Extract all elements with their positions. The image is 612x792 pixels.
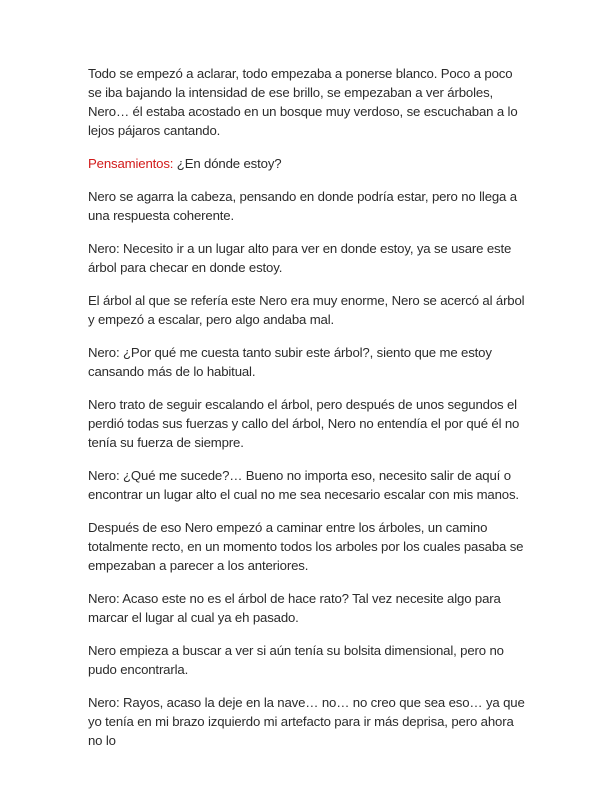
- paragraph-10: Nero: Acaso este no es el árbol de hace rato? Tal vez necesite algo para marcar el lugar al cual ya eh pasado.: [88, 591, 501, 625]
- document-body: [88, 64, 528, 750]
- paragraph-4: Nero: Necesito ir a un lugar alto para ver en donde estoy, ya se usare este árbol para checar en donde estoy.: [88, 241, 512, 275]
- speaker-label: Pensamientos:: [88, 156, 174, 171]
- paragraph-1: Todo se empezó a aclarar, todo empezaba a ponerse blanco. Poco a poco se iba bajando la intensidad de ese brillo, se empezaban a ver árboles, Nero… él estaba acostado en un bosque muy verdoso, se escuchaban a lo lejos pájaros cantando.: [88, 66, 518, 138]
- paragraph-7: Nero trato de seguir escalando el árbol, pero después de unos segundos el perdió todas sus fuerzas y callo del árbol, Nero no entendía el por qué él no tenía su fuerza de siempre.: [88, 397, 520, 450]
- paragraph-12: Nero: Rayos, acaso la deje en la nave… no… no creo que sea eso… ya que yo tenía en mi brazo izquierdo mi artefacto para ir más deprisa, pero ahora no lo: [88, 695, 525, 748]
- paragraph-6: Nero: ¿Por qué me cuesta tanto subir este árbol?, siento que me estoy cansando más de lo habitual.: [88, 345, 492, 379]
- paragraph-2: Pensamientos: ¿En dónde estoy?: [88, 156, 282, 171]
- paragraph-11: Nero empieza a buscar a ver si aún tenía su bolsita dimensional, pero no pudo encontrarla.: [88, 643, 504, 677]
- paragraph-3: Nero se agarra la cabeza, pensando en donde podría estar, pero no llega a una respuesta coherente.: [88, 189, 517, 223]
- paragraph-5: El árbol al que se refería este Nero era muy enorme, Nero se acercó al árbol y empezó a escalar, pero algo andaba mal.: [88, 293, 525, 327]
- paragraph-9: Después de eso Nero empezó a caminar entre los árboles, un camino totalmente recto, en un momento todos los arboles por los cuales pasaba se empezaban a parecer a los anteriores.: [88, 520, 524, 573]
- paragraph-8: Nero: ¿Qué me sucede?… Bueno no importa eso, necesito salir de aquí o encontrar un lugar alto el cual no me sea necesario escalar con mis manos.: [88, 468, 519, 502]
